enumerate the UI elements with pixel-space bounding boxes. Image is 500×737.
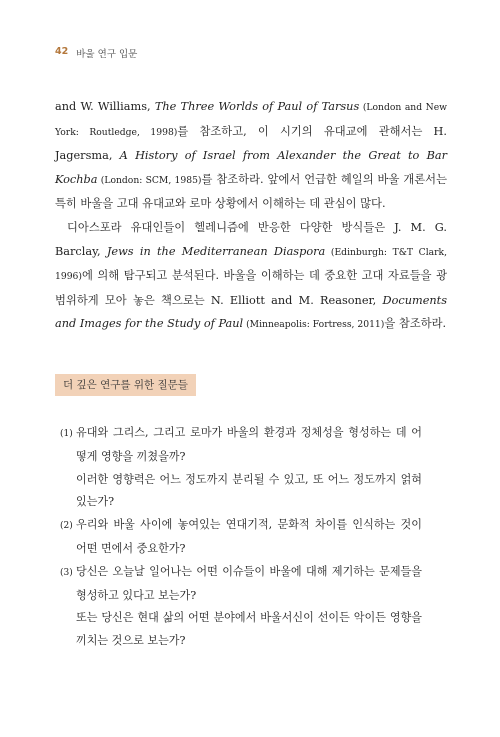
question-followup: 이러한 영향력은 어느 정도까지 분리될 수 있고, 또 어느 정도까지 얽혀있는가? <box>76 472 422 509</box>
question-text: 우리와 바울 사이에 놓여있는 연대기적, 문화적 차이를 인식하는 것이 어떤 면에서 중요한가? <box>76 518 422 555</box>
book-title: A History of Israel from Alexander the Great to Bar Kochba <box>55 149 448 186</box>
text-run: 을 참조하라. <box>384 317 447 331</box>
publication-info: (London and New York: Routledge, 1998) <box>55 102 447 138</box>
question-item <box>60 561 422 653</box>
question-list <box>60 422 422 653</box>
book-title: Documents and Images for the Study of Paul <box>55 293 447 331</box>
book-title: The Three Worlds of Paul of Tarsus <box>154 100 360 113</box>
running-title: 바울 연구 입문 <box>76 49 138 60</box>
question-number: (2) <box>60 521 73 532</box>
paragraph-2 <box>55 216 447 337</box>
publication-info: (Edinburgh: T&T Clark, 1996) <box>55 246 447 283</box>
question-number: (3) <box>60 567 73 578</box>
question-item <box>60 514 422 561</box>
question-text: 당신은 오늘날 일어나는 어떤 이슈들이 바울에 대해 제기하는 문제들을 형성하고 있다고 보는가? <box>76 564 422 602</box>
page-number: 42 <box>55 46 69 57</box>
page-header <box>55 46 137 60</box>
question-text: 유대와 그리스, 그리고 로마가 바울의 환경과 정체성을 형성하는 데 어떻게 영향을 끼쳤을까? <box>76 426 422 463</box>
text-run: 를 참조하라. 앞에서 언급한 헤일의 바울 개론서는 특히 바울을 고대 유대교와 로마 상황에서 이해하는 데 관심이 많다. <box>55 172 447 211</box>
paragraph-1 <box>55 95 447 216</box>
section-title: 더 깊은 연구를 위한 질문들 <box>55 374 196 396</box>
text-run: 디아스포라 유대인들이 헬레니즘에 반응한 다양한 방식들은 J. M. G. Barclay, <box>55 220 447 258</box>
question-item <box>60 422 422 514</box>
text-run: and W. Williams, <box>55 100 155 113</box>
text-run: 에 의해 탐구되고 분석된다. 바울을 이해하는 데 중요한 고대 자료들을 광범위하게 모아 놓은 책으로는 N. Elliott and M. Reasoner, <box>55 269 447 307</box>
book-title: Jews in the Mediterranean Diaspora <box>106 244 326 258</box>
publication-info: (London: SCM, 1985) <box>97 174 202 186</box>
text-run: 를 참조하고, 이 시기의 유대교에 관해서는 H. Jagersma, <box>55 124 447 163</box>
question-followup: 또는 당신은 현대 삶의 어떤 분야에서 바울서신이 선이든 악이든 영향을 끼치는 것으로 보는가? <box>76 611 422 648</box>
publication-info: (Minneapolis: Fortress, 2011) <box>243 319 385 331</box>
question-number: (1) <box>60 429 73 439</box>
body-text <box>55 95 447 337</box>
